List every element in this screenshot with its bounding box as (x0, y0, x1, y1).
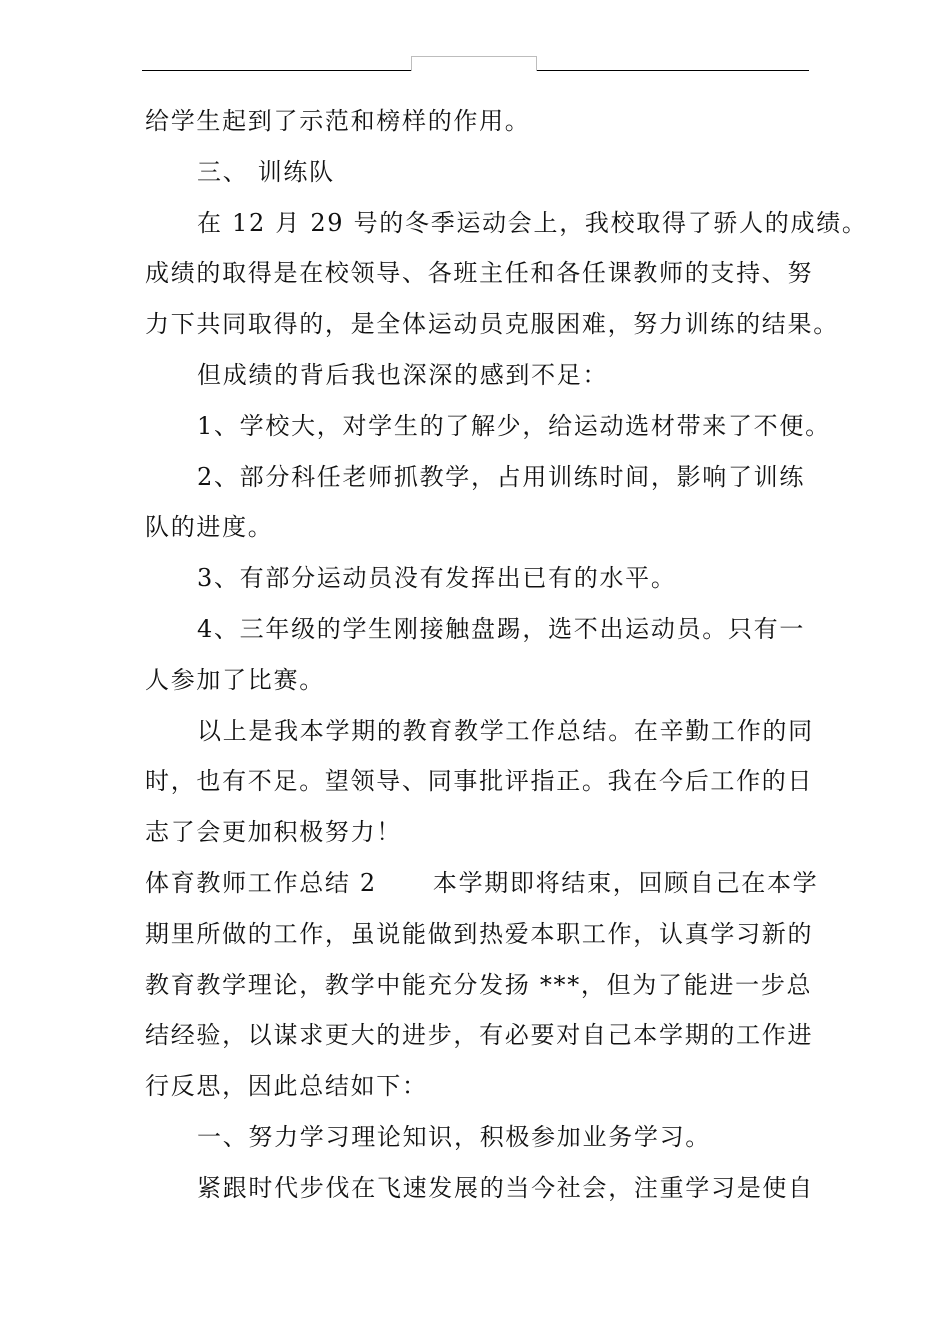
text-line: 给学生起到了示范和榜样的作用。 (145, 107, 531, 135)
text-line: 结经验，以谋求更大的进步，有必要对自己本学期的工作进 (145, 1021, 814, 1050)
text-line: 志了会更加积极努力！ (145, 818, 402, 847)
text-line: 以上是我本学期的教育教学工作总结。在辛勤工作的同 (197, 716, 814, 745)
document-title-line: 体育教师工作总结 2 本学期即将结束，回顾自己在本学 (145, 868, 819, 897)
section-heading: 一、努力学习理论知识，积极参加业务学习。 (197, 1122, 711, 1151)
text-line: 紧跟时代步伐在飞速发展的当今社会，注重学习是使自 (197, 1173, 814, 1202)
list-item: 2、部分科任老师抓教学，占用训练时间，影响了训练 (197, 462, 806, 491)
text-line: 人参加了比赛。 (145, 665, 325, 694)
text-line: 期里所做的工作，虽说能做到热爱本职工作，认真学习新的 (145, 919, 814, 948)
list-item: 4、三年级的学生刚接触盘踢，选不出运动员。只有一 (197, 614, 806, 643)
text-line: 在 12 月 29 号的冬季运动会上，我校取得了骄人的成绩。 (197, 208, 868, 237)
text-line: 行反思，因此总结如下： (145, 1072, 428, 1101)
text-line: 时，也有不足。望领导、同事批评指正。我在今后工作的日 (145, 767, 814, 796)
list-item: 3、有部分运动员没有发挥出已有的水平。 (197, 564, 677, 593)
header-tab (411, 56, 537, 71)
text-line: 成绩的取得是在校领导、各班主任和各任课教师的支持、努 (145, 259, 814, 288)
list-item: 1、学校大，对学生的了解少，给运动选材带来了不便。 (197, 411, 831, 440)
text-line: 力下共同取得的，是全体运动员克服困难，努力训练的结果。 (145, 310, 839, 339)
text-line: 但成绩的背后我也深深的感到不足： (197, 360, 609, 389)
section-heading: 三、 训练队 (197, 157, 335, 186)
text-line: 教育教学理论，教学中能充分发扬 ***，但为了能进一步总 (145, 970, 813, 999)
text-line: 队的进度。 (145, 513, 274, 542)
document-body (145, 96, 868, 1214)
